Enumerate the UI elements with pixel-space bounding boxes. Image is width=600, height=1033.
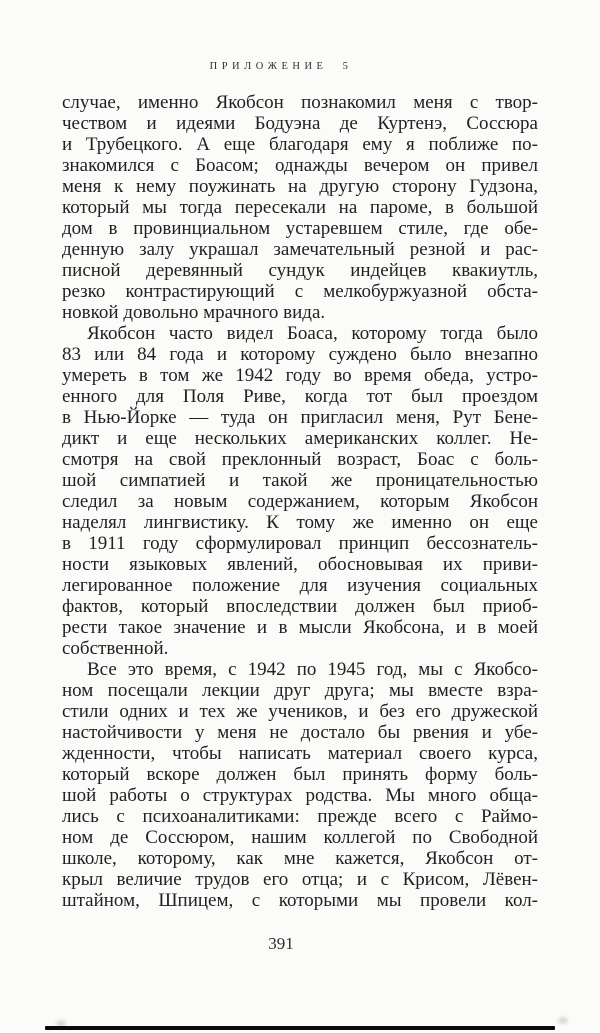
text-line: новкой довольно мрачного вида. [62, 302, 326, 323]
text-line: который вскоре должен был принять форму боль- [62, 764, 538, 785]
text-line: меня к нему поужинать на другую сторону Гудзона, [62, 176, 538, 197]
text-line: крыл величие трудов его отца; и с Крисом, Лёвен- [62, 869, 538, 890]
text-line: резко контрастирующий с мелкобуржуазной обста- [62, 281, 538, 302]
text-line: случае, именно Якобсон познакомил меня с твор- [62, 92, 538, 113]
text-line: 83 или 84 года и которому суждено было внезапно [62, 344, 538, 365]
page-edge-bar [45, 1026, 555, 1030]
text-line: настойчивости у меня не достало бы рвения и убе- [62, 722, 538, 743]
text-line: смотря на свой преклонный возраст, Боас с боль- [62, 449, 538, 470]
text-line: в 1911 году сформулировал принцип бессознатель- [62, 533, 538, 554]
text-line: ности языковых явлений, обосновывая их приви- [62, 554, 538, 575]
text-line: в Нью-Йорке — туда он пригласил меня, Рут Бене- [62, 407, 538, 428]
text-line: знакомился с Боасом; однажды вечером он привел [62, 155, 538, 176]
text-line: чеством и идеями Бодуэна де Куртенэ, Соссюра [62, 113, 538, 134]
text-line: фактов, который впоследствии должен был приоб- [62, 596, 538, 617]
text-line: шой работы о структурах родства. Мы много обща- [62, 785, 538, 806]
page-number: 391 [268, 934, 294, 953]
text-line: умереть в том же 1942 году во время обеда, устро- [62, 365, 538, 386]
text-line: енного для Поля Риве, когда тот был проездом [62, 386, 538, 407]
text-line: следил за новым содержанием, которым Якобсон [62, 491, 538, 512]
text-line: лись с психоаналитиками: прежде всего с Раймо- [62, 806, 538, 827]
text-line: рести такое значение и в мысли Якобсона, и в моей [62, 617, 538, 638]
text-line: дом в провинциальном устаревшем стиле, где обе- [62, 218, 538, 239]
text-line: штайном, Шпицем, с которыми мы провели кол- [62, 890, 538, 911]
text-line: стили одних и тех же учеников, и без его дружеской [62, 701, 538, 722]
text-line: и Трубецкого. А еще благодаря ему я поближе по- [62, 134, 538, 155]
corner-mark-right [558, 1017, 568, 1024]
text-line: шой симпатией и такой же проницательностью [62, 470, 538, 491]
text-line: ном посещали лекции друг друга; мы вместе взра- [62, 680, 538, 701]
text-line: жденности, чтобы написать материал своего курса, [62, 743, 538, 764]
text-line: дикт и еще нескольких американских коллег. Не- [62, 428, 538, 449]
text-line: Якобсон часто видел Боаса, которому тогда было [87, 323, 538, 344]
text-line: писной деревянный сундук индейцев квакиутль, [62, 260, 538, 281]
running-head: ПРИЛОЖЕНИЕ 5 [209, 61, 353, 72]
text-block [62, 92, 538, 911]
text-line: наделял лингвистику. К тому же именно он еще [62, 512, 538, 533]
text-line: легированное положение для изучения социальных [62, 575, 538, 596]
text-line: Все это время, с 1942 по 1945 год, мы с Якобсо- [87, 659, 538, 680]
text-line: школе, которому, как мне кажется, Якобсон от- [62, 848, 538, 869]
text-line: который мы тогда пересекали на пароме, в большой [62, 197, 538, 218]
text-line: денную залу украшал замечательный резной и рас- [62, 239, 538, 260]
text-line: собственной. [62, 638, 169, 659]
text-line: ном де Соссюром, нашим коллегой по Свободной [62, 827, 538, 848]
